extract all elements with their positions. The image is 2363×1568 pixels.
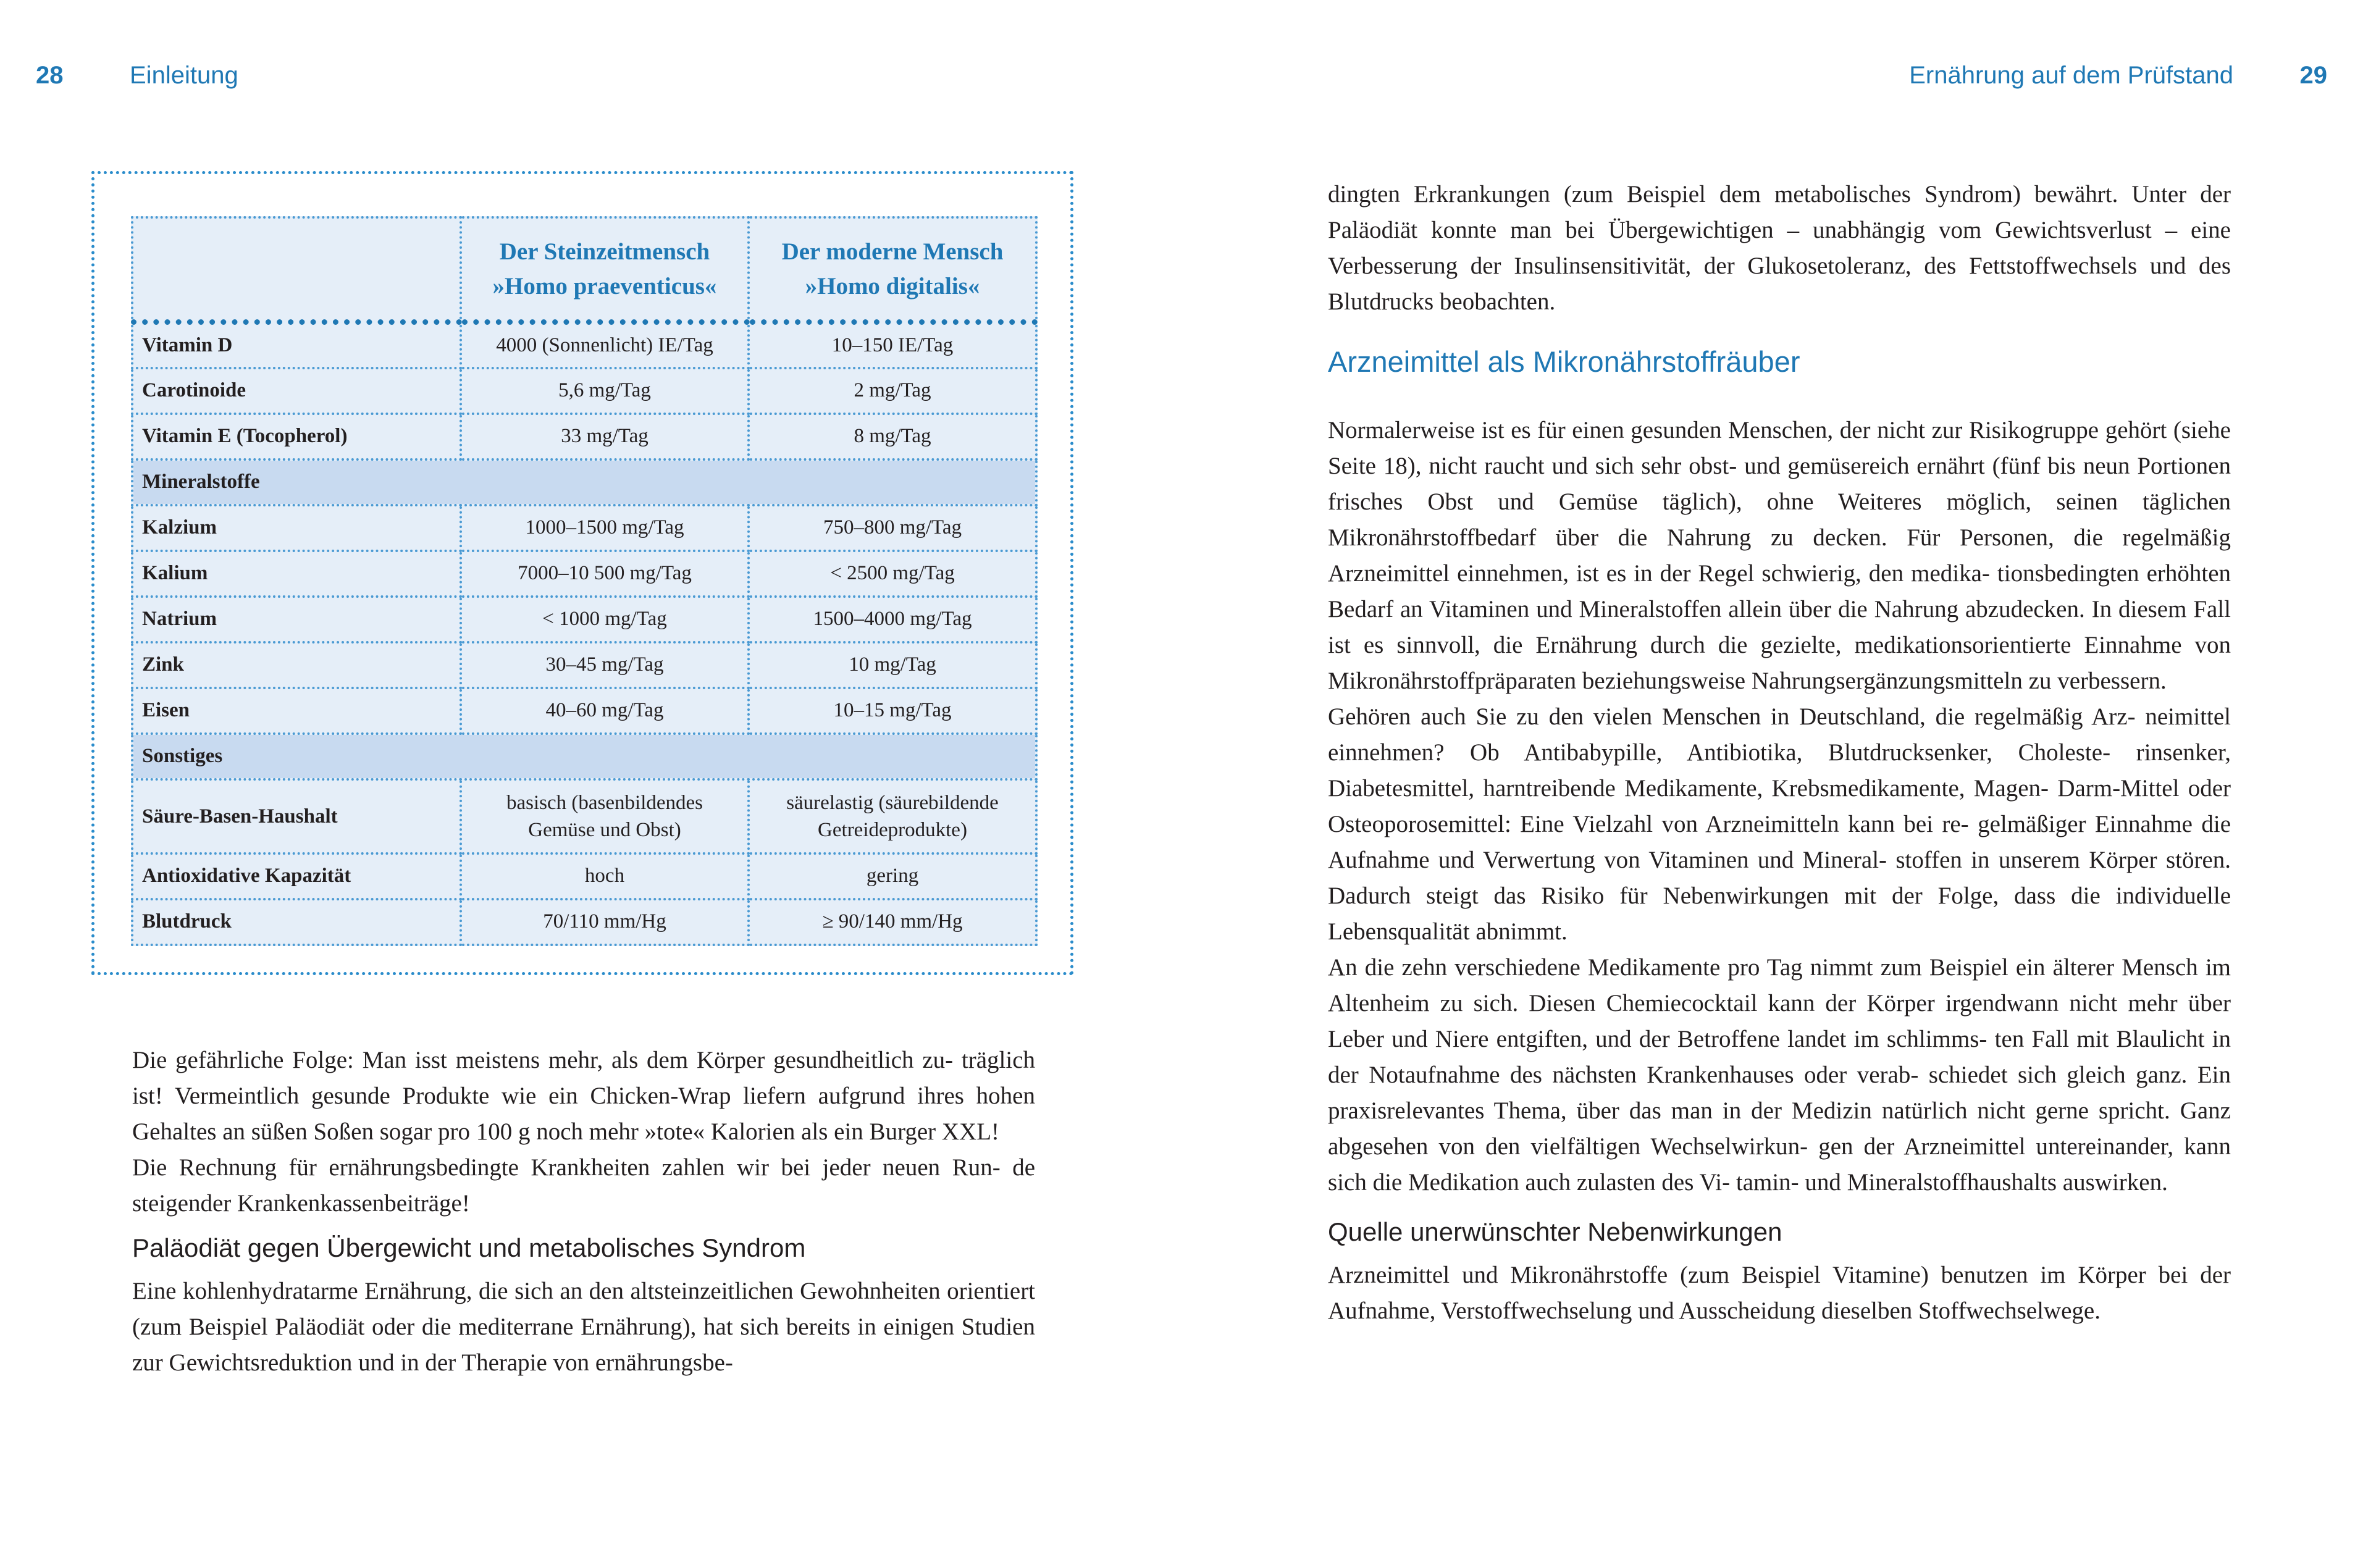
paragraph: Die gefährliche Folge: Man isst meistens mehr, als dem Körper gesundheitlich zu- träglich ist! Vermeintlich gesunde Produkte wie ein Chicken-Wrap liefern aufgrund ihres hohen Gehaltes an süßen Soßen sogar pro 100 g noch mehr »tote« Kalorien als ein Burger XXL! [132, 1047, 1036, 1145]
row-label: Natrium [132, 597, 461, 642]
paragraph: Die Rechnung für ernährungsbedingte Krankheiten zahlen wir bei jeder neuen Run- de steigender Krankenkassenbeiträge! [132, 1154, 1035, 1217]
cell-modern: 10–15 mg/Tag [749, 688, 1036, 734]
section-heading: Quelle unerwünschter Nebenwirkungen [1328, 1217, 1782, 1246]
row-label: Kalium [132, 551, 461, 597]
paragraph: dingten Erkrankungen (zum Beispiel dem metabolisches Syndrom) bewährt. Unter der Paläodiät konnte man bei Übergewichtigen – unabhängig vom Gewichtsverlust – eine Verbesserung der Insulinsensitivität, der Glukosetoleranz, des Fettstoffwechsels und des Blutdrucks beobachten. [1328, 181, 2231, 315]
paragraph: Normalerweise ist es für einen gesunden Menschen, der nicht zur Risikogruppe gehört (siehe Seite 18), nicht raucht und sich sehr obst- und gemüsereich ernährt (fünf bis neun Portionen frisches Obst und Gemüse täglich), ohne Weiteres möglich, seinen täglichen Mikronährstoffbedarf über die Nahrung zu decken. Für Personen, die regelmäßig Arzneimittel einnehmen, ist es in der Regel schwierig, den medika- tionsbedingten erhöhten Bedarf an Vitaminen und Mineralstoffen allein über die Nahrung abzudecken. In diesem Fall ist es sinnvoll, die Ernährung durch die gezielte, medikationsorientierte Einnahme von Mikronährstoffpräparaten beziehungsweise Nahrungsergänzungsmitteln zu verbessern. [1328, 417, 2231, 694]
table-row [132, 642, 1036, 688]
cell-modern: 8 mg/Tag [749, 414, 1036, 459]
row-label: Zink [132, 642, 461, 688]
cell-modern: 10–150 IE/Tag [749, 322, 1036, 368]
paragraph: Eine kohlenhydratarme Ernährung, die sich an den altsteinzeitlichen Gewohnheiten orientiert (zum Beispiel Paläodiät oder die mediterrane Ernährung), hat sich bereits in einigen Studien zur Gewichtsreduktion und in der Therapie von ernährungsbe- [132, 1278, 1036, 1376]
cell-stone-age: 70/110 mm/Hg [461, 899, 749, 945]
section-heading: Arzneimittel als Mikronährstoffräuber [1328, 345, 1800, 378]
cell-modern: 1500–4000 mg/Tag [749, 597, 1036, 642]
table-corner-cell [132, 217, 461, 322]
cell-modern: säurelastig (säurebildende Getreideprodukte) [749, 779, 1036, 853]
left-text-column [132, 1042, 1035, 1381]
paragraph: An die zehn verschiedene Medikamente pro Tag nimmt zum Beispiel ein älterer Mensch im Altenheim zu sich. Diesen Chemiecocktail kann der Körper irgendwann nicht mehr über Leber und Niere entgiften, und der Betroffene landet im schlimms- ten Fall mit Blaulicht in der Notaufnahme des nächsten Krankenhauses oder verab- schiedet sich gleich ganz. Ein praxisrelevantes Thema, über das man in der Medizin natürlich nicht gerne spricht. Ganz abgesehen von den vielfältigen Wechselwirkun- gen der Arzneimittel untereinander, kann sich die Medikation auch zulasten des Vi- tamin- und Mineralstoffhaushalts auswirken. [1328, 954, 2231, 1196]
table-row [132, 551, 1036, 597]
section-heading: Paläodiät gegen Übergewicht und metabolisches Syndrom [132, 1233, 806, 1262]
cell-modern: gering [749, 853, 1036, 899]
table-row [132, 322, 1036, 368]
cell-stone-age: 33 mg/Tag [461, 414, 749, 459]
row-label: Blutdruck [132, 899, 461, 945]
cell-stone-age: 40–60 mg/Tag [461, 688, 749, 734]
col-header-stone-age: Der Steinzeitmensch »Homo praeventicus« [461, 217, 749, 322]
cell-stone-age: hoch [461, 853, 749, 899]
section-row [132, 734, 1036, 779]
right-running-title: Ernährung auf dem Prüfstand [1909, 62, 2233, 89]
cell-stone-age: < 1000 mg/Tag [461, 597, 749, 642]
table-row [132, 688, 1036, 734]
row-label: Carotinoide [132, 368, 461, 414]
cell-stone-age: 1000–1500 mg/Tag [461, 505, 749, 551]
paragraph: Gehören auch Sie zu den vielen Menschen in Deutschland, die regelmäßig Arz- neimittel einnehmen? Ob Antibabypille, Antibiotika, Blutdrucksenker, Choleste- rinsenker, Diabetesmittel, harntreibende Medikamente, Krebsmedikamente, Magen- Darm-Mittel oder Osteoporosemittel: Eine Vielzahl von Arzneimitteln kann bei re- gelmäßiger Einnahme die Aufnahme und Verwertung von Vitaminen und Mineral- stoffen in unserem Körper stören. Dadurch steigt das Risiko für Nebenwirkungen mit der Folge, dass die individuelle Lebensqualität abnimmt. [1328, 703, 2231, 945]
table-row [132, 853, 1036, 899]
cell-stone-age: 4000 (Sonnenlicht) IE/Tag [461, 322, 749, 368]
cell-stone-age: 7000–10 500 mg/Tag [461, 551, 749, 597]
comparison-table [131, 216, 1038, 946]
section-label: Mineralstoffe [132, 459, 1036, 505]
table-row [132, 779, 1036, 853]
paragraph: Arzneimittel und Mikronährstoffe (zum Beispiel Vitamine) benutzen im Körper bei der Aufnahme, Verstoffwechselung und Ausscheidung dieselben Stoffwechselwege. [1328, 1262, 2231, 1324]
cell-modern: ≥ 90/140 mm/Hg [749, 899, 1036, 945]
row-label: Antioxidative Kapazität [132, 853, 461, 899]
cell-modern: < 2500 mg/Tag [749, 551, 1036, 597]
table-row [132, 899, 1036, 945]
cell-stone-age: basisch (basenbildendes Gemüse und Obst) [461, 779, 749, 853]
table-row [132, 505, 1036, 551]
table-row [132, 414, 1036, 459]
cell-modern: 2 mg/Tag [749, 368, 1036, 414]
row-label: Säure-Basen-Haushalt [132, 779, 461, 853]
cell-stone-age: 30–45 mg/Tag [461, 642, 749, 688]
right-text-column [1328, 177, 2231, 1329]
left-page-number: 28 [36, 62, 64, 89]
row-label: Vitamin E (Tocopherol) [132, 414, 461, 459]
col-header-modern: Der moderne Mensch »Homo digitalis« [749, 217, 1036, 322]
table-row [132, 597, 1036, 642]
right-page-number: 29 [2299, 62, 2327, 89]
left-running-title: Einleitung [130, 62, 238, 89]
table-row [132, 368, 1036, 414]
row-label: Vitamin D [132, 322, 461, 368]
cell-stone-age: 5,6 mg/Tag [461, 368, 749, 414]
cell-modern: 10 mg/Tag [749, 642, 1036, 688]
section-label: Sonstiges [132, 734, 1036, 779]
row-label: Kalzium [132, 505, 461, 551]
row-label: Eisen [132, 688, 461, 734]
cell-modern: 750–800 mg/Tag [749, 505, 1036, 551]
section-row [132, 459, 1036, 505]
